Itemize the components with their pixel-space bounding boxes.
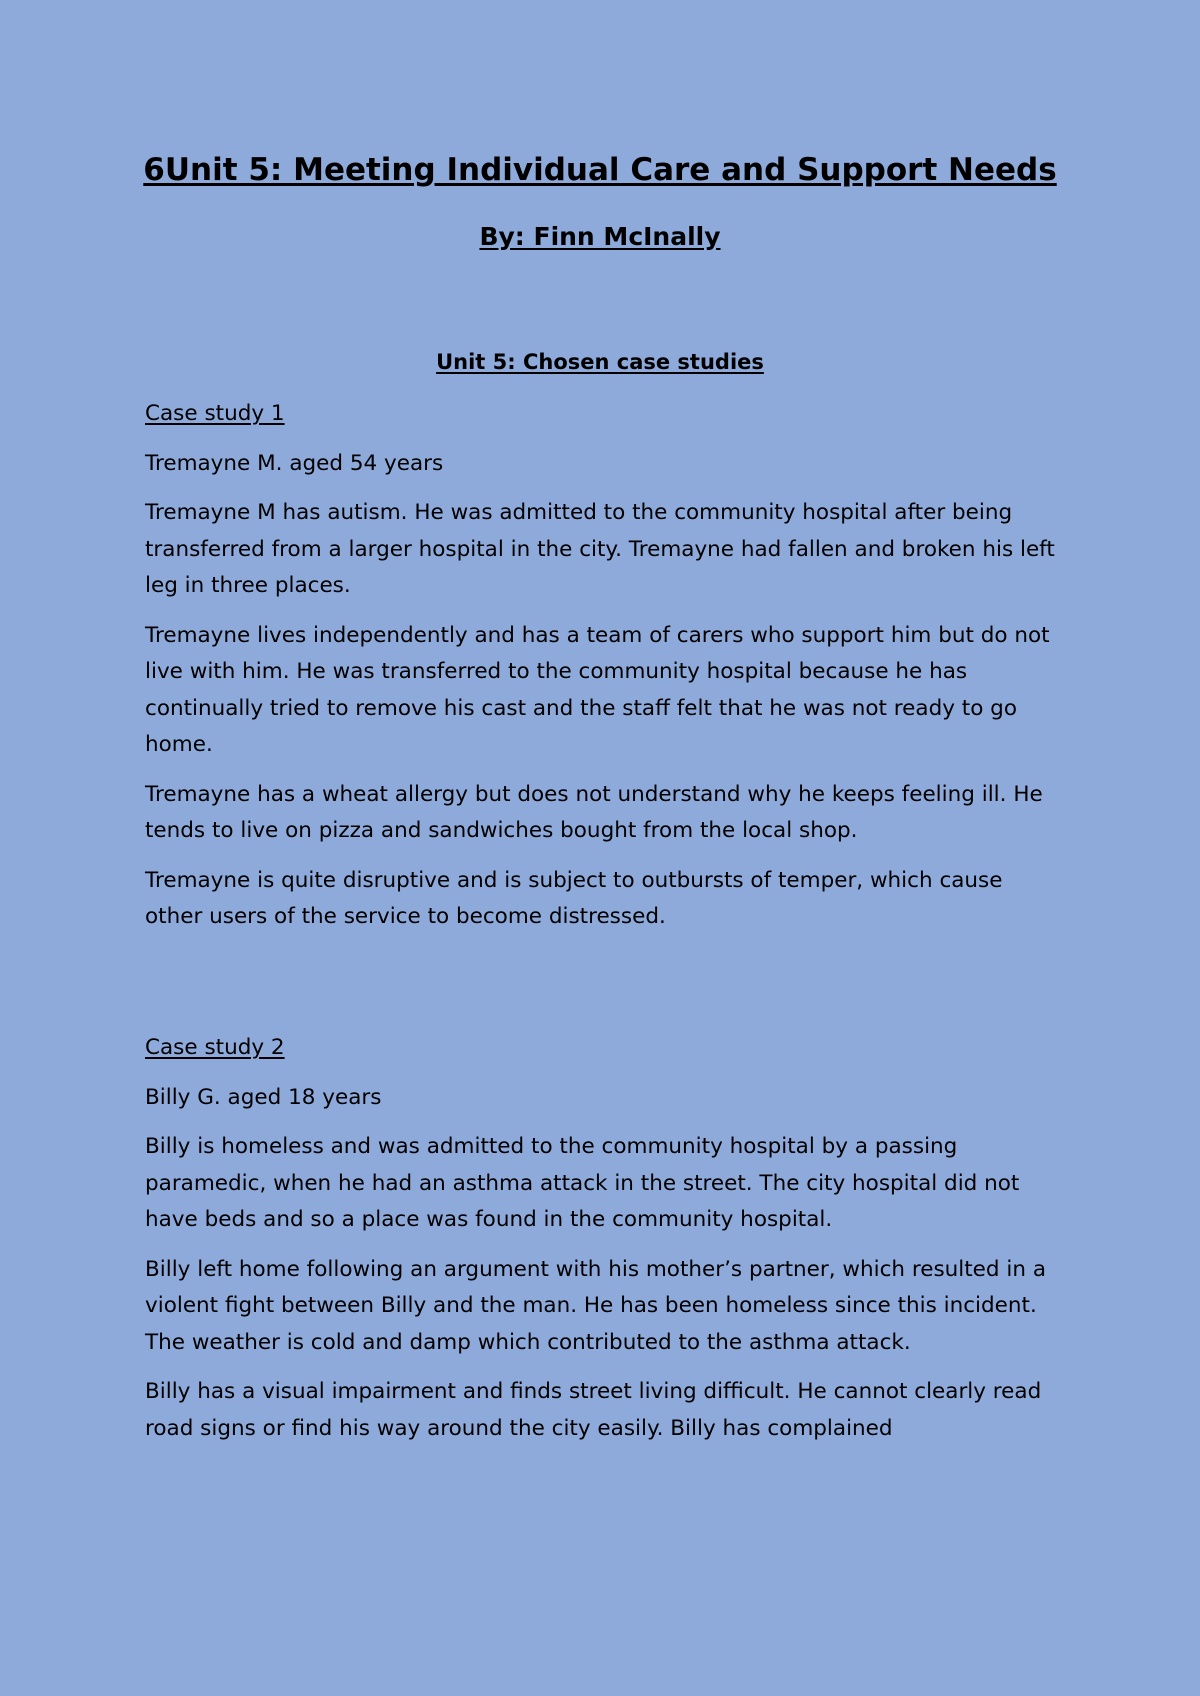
document-author-text: By: Finn McInally <box>479 222 721 251</box>
case-study-2-paragraph-3: Billy has a visual impairment and finds street living difficult. He cannot clearly read road signs or find his way around the city easily. Billy has complained <box>145 1379 1042 1441</box>
document-title-text: 6Unit 5: Meeting Individual Care and Support Needs <box>143 152 1057 188</box>
case-study-1-paragraph-3: Tremayne has a wheat allergy but does not understand why he keeps feeling ill. He tends to live on pizza and sandwiches bought from the local shop. <box>145 781 1043 843</box>
case-study-1-subject: Tremayne M. aged 54 years <box>145 450 444 476</box>
case-study-1-heading <box>145 396 1065 433</box>
case-study-2-subject: Billy G. aged 18 years <box>145 1084 382 1110</box>
case-study-1 <box>145 396 1065 949</box>
section-heading-text: Unit 5: Chosen case studies <box>436 350 764 374</box>
case-study-2-paragraph-1: Billy is homeless and was admitted to the community hospital by a passing paramedic, when he had an asthma attack in the street. The city hospital did not have beds and so a place was found in the community hospital. <box>145 1134 1020 1232</box>
case-study-2-heading-text: Case study 2 <box>145 1035 285 1060</box>
section-heading-case-studies <box>0 347 1200 377</box>
case-study-2 <box>145 1030 1065 1460</box>
case-study-1-heading-text: Case study 1 <box>145 401 285 426</box>
document-title <box>0 150 1200 190</box>
case-study-1-paragraph-1: Tremayne M has autism. He was admitted to the community hospital after being transferred from a larger hospital in the city. Tremayne had fallen and broken his left leg in three places. <box>145 500 1055 598</box>
document-author <box>0 220 1200 254</box>
case-study-1-paragraph-4: Tremayne is quite disruptive and is subject to outbursts of temper, which cause other users of the service to become distressed. <box>145 867 1003 929</box>
case-study-2-heading <box>145 1030 1065 1067</box>
case-study-2-paragraph-2: Billy left home following an argument with his mother’s partner, which resulted in a violent fight between Billy and the man. He has been homeless since this incident. The weather is cold and damp which contributed to the asthma attack. <box>145 1256 1047 1355</box>
case-study-1-paragraph-2: Tremayne lives independently and has a team of carers who support him but do not live with him. He was transferred to the community hospital because he has continually tried to remove his cast and the staff felt that he was not ready to go home. <box>145 622 1050 757</box>
